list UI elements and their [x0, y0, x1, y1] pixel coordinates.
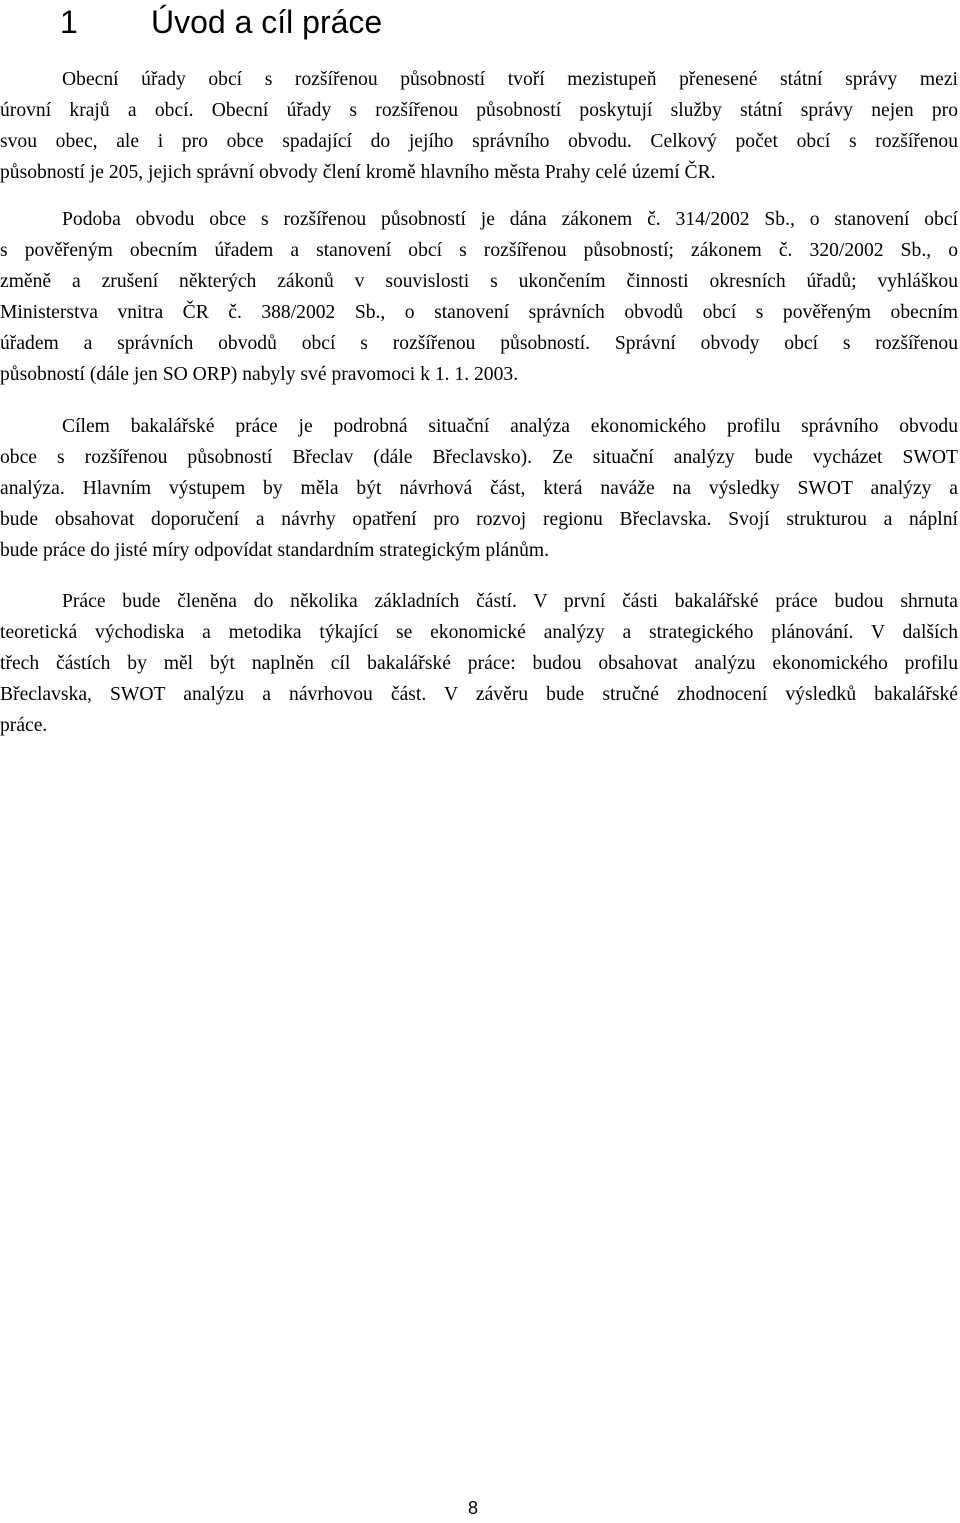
paragraph-line: analýza. Hlavním výstupem by měla být návrhová část, která naváže na výsledky SWOT analýzy a	[0, 478, 958, 499]
paragraph-line: změně a zrušení některých zákonů v souvislosti s ukončením činnosti okresních úřadů; vyhláškou	[0, 271, 958, 292]
page-number: 8	[468, 1498, 479, 1518]
chapter-title: Úvod a cíl práce	[151, 4, 383, 40]
paragraph-line: úřadem a správních obvodů obcí s rozšířenou působností. Správní obvody obcí s rozšířenou	[0, 333, 958, 354]
paragraph-line: obce s rozšířenou působností Břeclav (dále Břeclavsko). Ze situační analýzy bude vycházet SWOT	[0, 447, 958, 468]
paragraph-line: s pověřeným obecním úřadem a stanovení obcí s rozšířenou působností; zákonem č. 320/2002 Sb., o	[0, 240, 958, 261]
paragraph-line: třech částích by měl být naplněn cíl bakalářské práce: budou obsahovat analýzu ekonomického profilu	[0, 653, 958, 674]
paragraph-line: působností (dále jen SO ORP) nabyly své pravomoci k 1. 1. 2003.	[0, 364, 519, 385]
paragraph-line: bude práce do jisté míry odpovídat standardním strategickým plánům.	[0, 540, 550, 561]
paragraph-line: Podoba obvodu obce s rozšířenou působností je dána zákonem č. 314/2002 Sb., o stanovení obcí	[62, 209, 958, 230]
paragraph-line: Ministerstva vnitra ČR č. 388/2002 Sb., o stanovení správních obvodů obcí s pověřeným obecním	[0, 302, 958, 323]
paragraph-line: práce.	[0, 715, 48, 736]
chapter-heading	[60, 2, 382, 42]
paragraph-line: Cílem bakalářské práce je podrobná situační analýza ekonomického profilu správního obvodu	[62, 416, 958, 437]
paragraph-line: bude obsahovat doporučení a návrhy opatření pro rozvoj regionu Břeclavska. Svojí strukturou a náplní	[0, 509, 958, 530]
paragraph-intro	[0, 64, 958, 188]
paragraph-line: Břeclavska, SWOT analýzu a návrhovou část. V závěru bude stručné zhodnocení výsledků bakalářské	[0, 684, 958, 705]
paragraph-line: Práce bude členěna do několika základních částí. V první části bakalářské práce budou shrnuta	[62, 591, 958, 612]
paragraph-structure	[0, 586, 958, 741]
paragraph-line: Obecní úřady obcí s rozšířenou působností tvoří mezistupeň přenesené státní správy mezi	[62, 69, 958, 90]
paragraph-line: úrovní krajů a obcí. Obecní úřady s rozšířenou působností poskytují služby státní správy nejen pro	[0, 100, 958, 121]
paragraph-legislation	[0, 204, 958, 390]
chapter-number: 1	[60, 4, 78, 40]
paragraph-goal	[0, 411, 958, 566]
paragraph-line: svou obec, ale i pro obce spadající do jejího správního obvodu. Celkový počet obcí s rozšířenou	[0, 131, 958, 152]
paragraph-line: působností je 205, jejich správní obvody člení kromě hlavního města Prahy celé území ČR.	[0, 162, 716, 183]
paragraph-line: teoretická východiska a metodika týkající se ekonomické analýzy a strategického plánování. V dalších	[0, 622, 958, 643]
